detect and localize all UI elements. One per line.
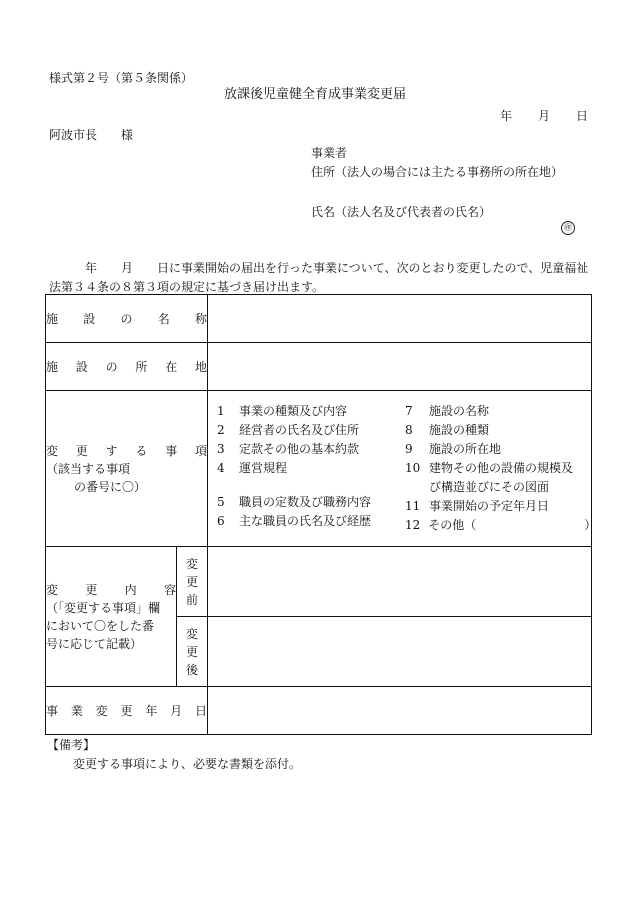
change-form-table (45, 294, 597, 735)
before-change-label: 変 更 前 (177, 547, 208, 617)
row-change-items (46, 391, 592, 547)
remarks-body: 変更する事項により、必要な書類を添付。 (73, 757, 302, 771)
name-label: 氏名（法人名及び代表者の氏名） (311, 205, 492, 219)
document-title: 放課後児童健全育成事業変更届 (223, 87, 406, 102)
change-items-note-1: （該当する事項 (46, 461, 131, 476)
change-item-4[interactable]: 4 運営規程 (217, 461, 288, 475)
intro-paragraph (49, 259, 594, 297)
change-item-11[interactable]: 11 事業開始の予定年月日 (405, 499, 550, 513)
row-change-before (46, 547, 592, 617)
intro-line-1: 年 月 日に事業開始の届出を行った事業について、次のとおり変更したので、児童福祉 (85, 261, 589, 275)
facility-location-label: 施 設 の 所 在 地 (46, 343, 208, 391)
date-year-label: 年 (500, 109, 513, 123)
row-facility-location (46, 343, 592, 391)
change-item-3[interactable]: 3 定款その他の基本約款 (217, 442, 360, 456)
change-content-note-3: 号に応じて記載） (46, 636, 143, 651)
after-change-field[interactable] (208, 617, 592, 687)
facility-location-field[interactable] (208, 343, 592, 391)
addressee: 阿波市長 様 (49, 128, 134, 142)
facility-name-label: 施 設 の 名 称 (46, 295, 208, 343)
change-content-label: 変 更 内 容 （「変更する事項」欄 において〇をした番 号に応じて記載） (46, 547, 177, 687)
date-month-label: 月 (537, 109, 550, 123)
before-change-field[interactable] (208, 547, 592, 617)
change-item-10[interactable]: 10 建物その他の設備の規模及び構造並びにその図面 (405, 461, 574, 494)
seal-mark: ㊞ (561, 221, 575, 235)
row-facility-name (46, 295, 592, 343)
change-item-12[interactable]: 12 その他（ ） (405, 518, 597, 532)
address-label: 住所（法人の場合には主たる事務所の所在地） (311, 165, 564, 179)
change-item-9[interactable]: 9 施設の所在地 (405, 442, 502, 456)
submission-date (500, 109, 588, 123)
change-items-note-2: の番号に〇） (74, 479, 147, 494)
change-date-label: 事 業 変 更 年 月 日 (46, 687, 208, 735)
change-item-8[interactable]: 8 施設の種類 (405, 423, 490, 437)
change-item-7[interactable]: 7 施設の名称 (405, 404, 490, 418)
form-number: 様式第２号（第５条関係） (49, 71, 194, 85)
change-item-5[interactable]: 5 職員の定数及び職務内容 (217, 495, 372, 509)
after-change-label: 変 更 後 (177, 617, 208, 687)
change-content-note-2: において〇をした番 (46, 618, 155, 633)
change-items-label: 変 更 す る 事 項 （該当する事項 の番号に〇） (46, 391, 208, 547)
change-items-list (208, 391, 597, 547)
change-item-2[interactable]: 2 経営者の氏名及び住所 (217, 423, 360, 437)
date-day-label: 日 (575, 109, 588, 123)
change-content-note-1: （「変更する事項」欄 (46, 600, 161, 615)
change-items-left-column (217, 402, 405, 535)
row-change-date (46, 687, 592, 735)
remarks-heading: 【備考】 (47, 738, 96, 752)
change-date-field[interactable] (208, 687, 592, 735)
facility-name-field[interactable] (208, 295, 592, 343)
operator-label: 事業者 (311, 146, 348, 160)
intro-line-2: 法第３４条の８第３項の規定に基づき届け出ます。 (49, 280, 325, 294)
change-item-6[interactable]: 6 主な職員の氏名及び経歴 (217, 514, 372, 528)
change-item-1[interactable]: 1 事業の種類及び内容 (217, 404, 348, 418)
change-items-right-column (405, 402, 597, 535)
